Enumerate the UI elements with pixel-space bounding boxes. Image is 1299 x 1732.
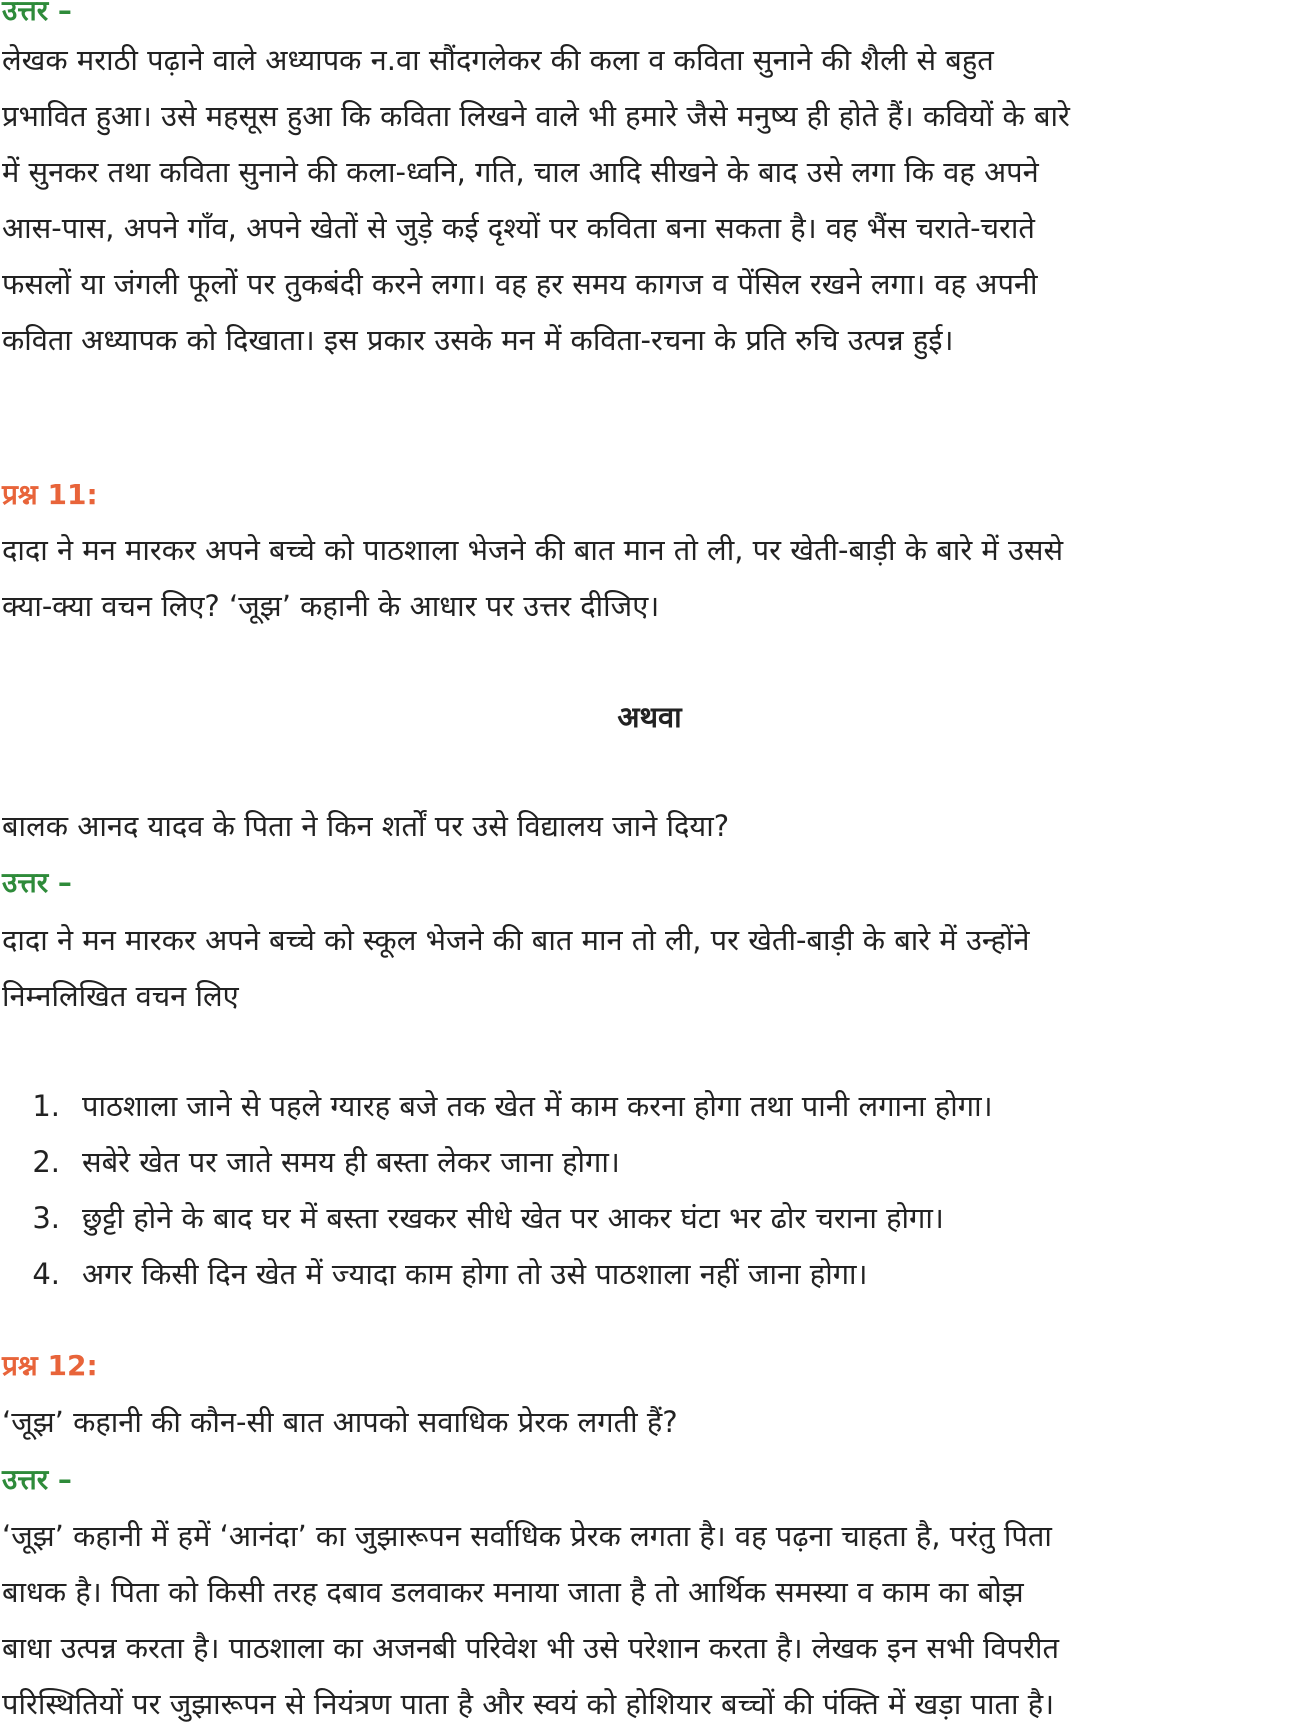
list-item bbox=[0, 1246, 1290, 1302]
paragraph-line: परिस्थितियों पर जुझारूपन से नियंत्रण पाता है और स्वयं को होशियार बच्चों की पंक्ति में खड़ा पाता है। bbox=[2, 1687, 1055, 1721]
alt-question-text bbox=[2, 798, 1292, 854]
list-item-text: छुट्टी होने के बाद घर में बस्ता रखकर सीधे खेत पर आकर घंटा भर ढोर चराना होगा। bbox=[82, 1201, 944, 1235]
paragraph-line: बालक आनद यादव के पिता ने किन शर्तों पर उसे विद्यालय जाने दिया? bbox=[2, 809, 730, 843]
question-text bbox=[2, 522, 1292, 634]
question-label: प्रश्न 12: bbox=[2, 1349, 98, 1382]
paragraph-line: आस-पास, अपने गाँव, अपने खेतों से जुड़े कई दृश्यों पर कविता बना सकता है। वह भैंस चराते-चराते bbox=[2, 211, 1035, 245]
answer-paragraph bbox=[2, 32, 1292, 368]
list-item bbox=[0, 1078, 1290, 1134]
paragraph-line: दादा ने मन मारकर अपने बच्चे को स्कूल भेजने की बात मान तो ली, पर खेती-बाड़ी के बारे में उन्होंने bbox=[2, 923, 1030, 957]
or-heading: अथवा bbox=[617, 700, 682, 734]
paragraph-line: बाधक है। पिता को किसी तरह दबाव डलवाकर मनाया जाता है तो आर्थिक समस्या व काम का बोझ bbox=[2, 1575, 1024, 1609]
paragraph-line: बाधा उत्पन्न करता है। पाठशाला का अजनबी परिवेश भी उसे परेशान करता है। लेखक इन सभी विपरीत bbox=[2, 1631, 1059, 1665]
list-item-text: अगर किसी दिन खेत में ज्यादा काम होगा तो उसे पाठशाला नहीं जाना होगा। bbox=[82, 1257, 868, 1291]
list-number: 2. bbox=[32, 1145, 60, 1179]
list-item bbox=[0, 1190, 1290, 1246]
answer-label: उत्तर – bbox=[2, 1463, 72, 1496]
list-number: 3. bbox=[32, 1201, 60, 1235]
question-text bbox=[2, 1394, 1292, 1450]
paragraph-line: फसलों या जंगली फूलों पर तुकबंदी करने लगा। वह हर समय कागज व पेंसिल रखने लगा। वह अपनी bbox=[2, 267, 1038, 301]
paragraph-line: प्रभावित हुआ। उसे महसूस हुआ कि कविता लिखने वाले भी हमारे जैसे मनुष्य ही होते हैं। कवियों के बारे bbox=[2, 99, 1070, 133]
paragraph-line: दादा ने मन मारकर अपने बच्चे को पाठशाला भेजने की बात मान तो ली, पर खेती-बाड़ी के बारे में उससे bbox=[2, 533, 1064, 567]
answer-paragraph bbox=[2, 1508, 1292, 1732]
question-label: प्रश्न 11: bbox=[2, 478, 98, 511]
list-item-text: सबेरे खेत पर जाते समय ही बस्ता लेकर जाना होगा। bbox=[82, 1145, 620, 1179]
paragraph-line: कविता अध्यापक को दिखाता। इस प्रकार उसके मन में कविता-रचना के प्रति रुचि उत्पन्न हुई। bbox=[2, 323, 954, 357]
paragraph-line: क्या-क्या वचन लिए? ‘जूझ’ कहानी के आधार पर उत्तर दीजिए। bbox=[2, 589, 660, 623]
answer-paragraph bbox=[2, 912, 1292, 1024]
paragraph-line: में सुनकर तथा कविता सुनाने की कला-ध्वनि, गति, चाल आदि सीखने के बाद उसे लगा कि वह अपने bbox=[2, 155, 1039, 189]
paragraph-line: ‘जूझ’ कहानी की कौन-सी बात आपको सवाधिक प्रेरक लगती हैं? bbox=[2, 1405, 678, 1439]
paragraph-line: ‘जूझ’ कहानी में हमें ‘आनंदा’ का जुझारूपन सर्वाधिक प्रेरक लगता है। वह पढ़ना चाहता है, परंतु पिता bbox=[2, 1519, 1052, 1553]
answer-label: उत्तर – bbox=[2, 0, 72, 27]
list-number: 4. bbox=[32, 1257, 60, 1291]
list-item bbox=[0, 1134, 1290, 1190]
answer-label: उत्तर – bbox=[2, 866, 72, 899]
conditions-list bbox=[0, 1078, 1290, 1302]
list-item-text: पाठशाला जाने से पहले ग्यारह बजे तक खेत में काम करना होगा तथा पानी लगाना होगा। bbox=[82, 1089, 993, 1123]
paragraph-line: निम्नलिखित वचन लिए bbox=[2, 979, 239, 1013]
list-number: 1. bbox=[32, 1089, 60, 1123]
paragraph-line: लेखक मराठी पढ़ाने वाले अध्यापक न.वा सौंदगलेकर की कला व कविता सुनाने की शैली से बहुत bbox=[2, 43, 994, 77]
